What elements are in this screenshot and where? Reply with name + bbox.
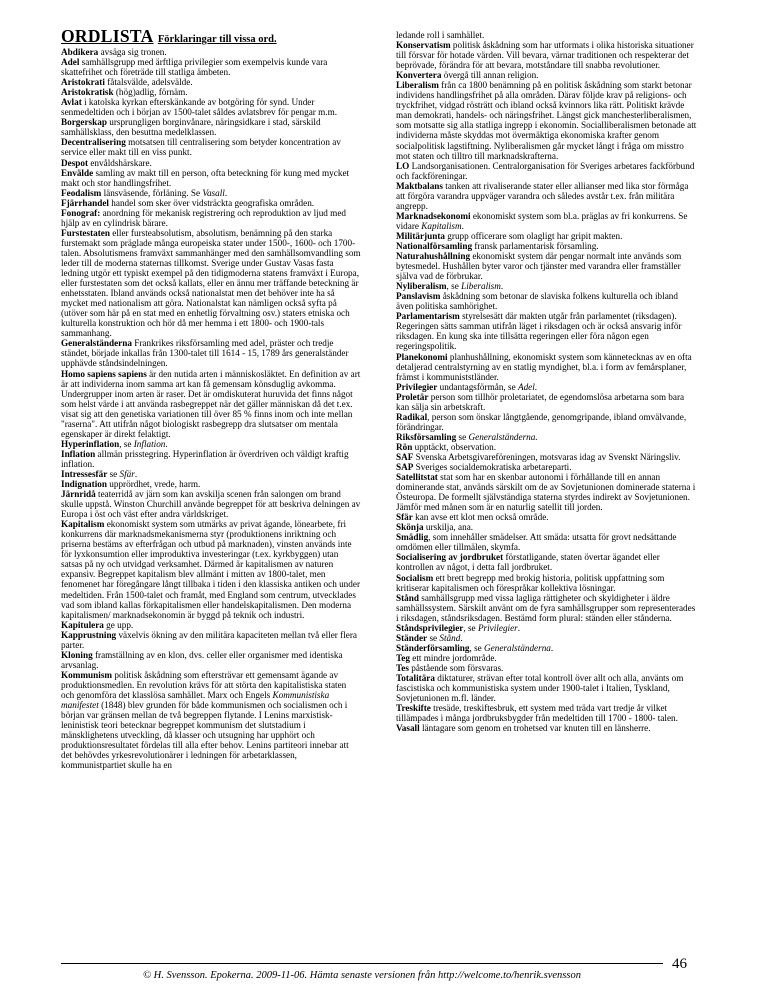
glossary-term: Kapprustning <box>61 629 117 640</box>
glossary-reference: Stånd <box>439 632 461 643</box>
glossary-entry <box>396 623 697 633</box>
glossary-entry <box>396 352 697 382</box>
glossary-definition: , se <box>119 438 134 449</box>
glossary-entry <box>396 512 697 522</box>
glossary-entry <box>396 552 697 572</box>
glossary-reference: Generalständerna <box>484 642 551 653</box>
glossary-entry <box>61 630 361 650</box>
glossary-reference: Liberalism <box>461 281 501 292</box>
glossary-definition: se <box>456 431 469 442</box>
glossary-definition: samling av makt till en person, ofta beteckning för kung med mycket makt och stor handlingsfrihet. <box>61 167 350 188</box>
glossary-reference: Sfär <box>119 468 135 479</box>
glossary-definition: samhällsgrupp med ärftliga privilegier som exempelvis kunde vara skattefrihet och företräde till statliga ämbeten. <box>61 57 328 78</box>
glossary-trailing: . <box>534 381 538 392</box>
glossary-definition: , se <box>463 622 478 633</box>
glossary-entry <box>396 643 697 653</box>
glossary-term: Despot <box>61 157 89 168</box>
glossary-term: Furstestaten <box>61 227 110 238</box>
glossary-reference: Privilegier <box>477 622 518 633</box>
glossary-definition: förstatligande, staten övertar ägandet eller kontrollen av något, i detta fall jordbruket. <box>396 552 660 573</box>
left-column <box>61 26 361 771</box>
glossary-term: Järnridå <box>61 489 96 500</box>
glossary-definition: i katolska kyrkan efterskänkande av botgöring för synd. Under senmedeltiden och i början av 1500-talet såldes avlatsbrev för pengar m.m. <box>61 97 338 118</box>
footer-divider <box>61 963 663 964</box>
glossary-term: Konvertera <box>396 70 442 81</box>
glossary-term: Konservatism <box>396 40 451 51</box>
glossary-term: Rön <box>396 441 413 452</box>
glossary-term: Homo sapiens sapiens <box>61 368 147 379</box>
glossary-reference: Kommunistiska manifestet <box>61 690 330 711</box>
glossary-entry <box>396 663 697 673</box>
glossary-term: Aristokratisk <box>61 87 114 98</box>
glossary-entry <box>396 70 697 80</box>
glossary-entry <box>396 532 697 552</box>
glossary-trailing: . <box>134 468 138 479</box>
glossary-definition: handel som sker över vidsträckta geografiska områden. <box>108 197 315 208</box>
page-title: ORDLISTA <box>61 26 154 46</box>
glossary-definition: politisk åskådning som har utformats i olika historiska situationer till försvar för hotade värden. Vill bevara, värnar traditionen och respekterar det beprövade, förändra för att bevara, motståndare till snabba revolutioner. <box>396 40 694 71</box>
glossary-term: Socialisering av jordbruket <box>396 552 504 563</box>
glossary-definition: upptäckt, observation. <box>412 441 497 452</box>
glossary-entry <box>61 338 361 368</box>
glossary-term: Intressesfär <box>61 468 108 479</box>
glossary-definition: eller fursteabsolutism, absolutism, benämning på den starka furstemakt som präglade många europeiska stater under 1500-, 1600- och 1700-talen. Absolutismens framväxt sammanhänger med den samhällsomvandling som leder till de moderna staternas tillkomst. Sverige under Gustav Vasas fasta ledning utgör ett typiskt exempel på den tidigmoderna statens framväxt i Europa, eller furstestaten som det också kallats, eller en ännu mer träffande beteckning är enhetsstaten. Ibland används också nationalstat men det behöver inte ha så mycket med nationalism att göra. Nationalstat kan nämligen också syfta på (utöver som här på en stat med en enhetlig förvaltning osv.) staters etniska och kulturella konstruktion och hör då mer hemma i ett 1800- och 1900-tals sammanhang. <box>61 227 361 339</box>
glossary-trailing: . <box>165 438 168 449</box>
glossary-entry <box>396 432 697 442</box>
glossary-definition: samhällsgrupp med vissa lagliga rättigheter och skyldigheter i äldre samhällssystem. Särskilt använt om de fyra samhällsgrupper som representerades i riksdagen, ståndsriksdagen. Bestämd form plural: ständen eller stånderna. <box>396 592 696 623</box>
glossary-entry <box>396 392 697 412</box>
glossary-definition: ge upp. <box>103 619 134 630</box>
glossary-definition: politisk åskådning som eftersträvar ett gemensamt ägande av produktionsmedlen. En revolution krävs för att störta den kapitalistiska staten och genomföra det klasslösa samhället. Marx och Engels <box>61 669 347 700</box>
glossary-entry <box>61 650 361 670</box>
glossary-definition: tresäde, treskiftesbruk, ett system med träda vart tredje år vilket tillämpades i många jordbruksbygder från medeltiden till 1700 - 1800- talen. <box>396 703 678 724</box>
glossary-term: LO <box>396 160 410 171</box>
glossary-definition: Sveriges socialdemokratiska arbetareparti. <box>413 462 572 473</box>
glossary-term: Envälde <box>61 167 94 178</box>
glossary-entry <box>396 181 697 211</box>
glossary-term: Sfär <box>396 512 413 523</box>
glossary-entry <box>61 47 361 57</box>
glossary-term: Panslavism <box>396 291 441 302</box>
glossary-definition: se <box>427 632 440 643</box>
glossary-term: Avlat <box>61 97 82 108</box>
glossary-entry <box>396 311 697 351</box>
glossary-entry <box>61 449 361 469</box>
glossary-term: Ständer <box>396 632 428 643</box>
glossary-entry <box>61 198 361 208</box>
glossary-entry <box>396 231 697 241</box>
glossary-definition: anordning för mekanisk registrering och reproduktion av ljud med hjälp av en cylindrisk bärare. <box>61 207 346 228</box>
glossary-definition: Landsorganisationen. Centralorganisation för Sveriges arbetares fackförbund och fackföreningar. <box>396 160 695 181</box>
glossary-term: Hyperinflation <box>61 438 120 449</box>
glossary-term: Abdikera <box>61 47 99 57</box>
glossary-definition: urskilja, ana. <box>423 522 474 533</box>
glossary-entry <box>396 673 697 703</box>
glossary-reference: Vasall <box>202 187 225 198</box>
glossary-entry <box>396 703 697 723</box>
glossary-term: Privilegier <box>396 381 438 392</box>
glossary-term: Fonograf: <box>61 207 101 218</box>
glossary-definition: motsatsen till centralisering som betyder koncentration av service eller makt till en viss punkt. <box>61 137 341 158</box>
glossary-entry <box>396 573 697 593</box>
glossary-term: Maktbalans <box>396 180 443 191</box>
glossary-reference: Adel <box>517 381 535 392</box>
glossary-definition: läntagare som genom en trohetsed var knuten till en länsherre. <box>419 723 651 734</box>
glossary-definition: planhushållning, ekonomiskt system som kännetecknas av en ofta detaljerad centralstyrning av en statlig myndighet, bl.a. i form av femårsplaner, främst i kommuniststländer. <box>396 351 692 382</box>
glossary-trailing: . <box>517 622 521 633</box>
glossary-definition: ett mindre jordområde. <box>409 652 497 663</box>
glossary-term: Kapitalism <box>61 519 105 530</box>
glossary-entry <box>396 382 697 392</box>
glossary-definition: person som tillhör proletariatet, de egendomslösa arbetarna som bara kan sälja sin arbetskraft. <box>396 391 685 412</box>
glossary-entry <box>61 137 361 157</box>
glossary-definition: påstående som försvaras. <box>408 662 504 673</box>
glossary-entry <box>396 40 697 70</box>
glossary-definition: , se <box>469 642 485 653</box>
glossary-entry <box>396 452 697 462</box>
glossary-entry <box>61 519 361 619</box>
glossary-term: Decentralisering <box>61 137 126 148</box>
glossary-term: Adel <box>61 57 80 68</box>
glossary-term: Planekonomi <box>396 351 448 362</box>
glossary-term: Parlamentarism <box>396 311 460 322</box>
glossary-entry <box>396 241 697 251</box>
glossary-entry <box>396 723 697 733</box>
glossary-list-left <box>61 47 361 770</box>
glossary-definition: från ca 1800 benämning på en politisk åskådning som starkt betonar individens handlingsfrihet på alla områden. Därav följde krav på religions- och tryckfrihet, vidgad rösträtt och ibland också kvinnors lika rätt. Politiskt krävde man demokrati, handels- och näringsfrihet. Längst gick manchesterliberalismen, som motsatte sig alla statliga ingrepp i ekonomin. Socialliberalismen betonade att individerna måste skyddas mot övermäktiga ekonomiska krafter genom socialpolitisk lagstiftning. Nyliberalismen går mycket långt i fråga om misstro mot staten och tilltro till marknadskrafterna. <box>396 80 697 161</box>
glossary-term: Kommunism <box>61 669 113 680</box>
glossary-definition: ett brett begrepp med brokig historia, politisk uppfattning som kritiserar kapitalismen och förespråkar kollektiva lösningar. <box>396 572 665 593</box>
glossary-entry <box>61 158 361 168</box>
glossary-definition: ekonomiskt system som utmärks av privat ägande, lönearbete, fri konkurrens där marknadsmekanismerna styr (produktionens inriktning och priserna bestäms av efterfrågan och utbud på marknaden), vinsten används inte för lyxkonsumtion eller improduktiva investeringar (t.ex. kyrkbyggen) utan satsas på ny och utvidgad verksamhet. Därmed är kapitalismen av naturen expansiv. Begreppet kapitalism blev allmänt i mitten av 1800-talet, men fenomenet har föregångare långt tillbaka i tiden i den klassiska antiken och under medeltiden. Från 1500-talet och framåt, med England som centrum, utvecklades vad som ibland kallas förkapitalismen eller handelskapitalismen. Den moderna kapitalismen/ marknadsekonomin är byggd på teknik och industri. <box>61 519 360 620</box>
glossary-entry <box>61 439 361 449</box>
glossary-entry <box>61 670 361 770</box>
glossary-entry <box>396 462 697 472</box>
glossary-entry <box>61 469 361 479</box>
glossary-definition: ekonomiskt system som bl.a. präglas av fri konkurrens. Se vidare <box>396 210 688 231</box>
glossary-term: Nationalförsamling <box>396 240 473 251</box>
glossary-definition: , se <box>446 281 462 292</box>
glossary-term: SAP <box>396 462 414 473</box>
glossary-term: Treskifte <box>396 703 431 714</box>
glossary-term: Fjärrhandel <box>61 197 109 208</box>
glossary-term: Indignation <box>61 479 107 490</box>
glossary-term: Skönja <box>396 522 424 533</box>
glossary-reference: Inflation <box>133 438 166 449</box>
glossary-entry <box>61 479 361 489</box>
right-column <box>396 30 697 733</box>
glossary-trailing: . <box>461 220 464 231</box>
glossary-entry <box>61 168 361 188</box>
glossary-definition: tanken att rivaliserande stater eller allianser med lika stor förmåga att förgöra varandra uppväger varandra och således avstår t.ex. från militära angrepp. <box>396 180 689 211</box>
glossary-entry <box>61 228 361 339</box>
glossary-definition: fransk parlamentarisk församling. <box>472 240 599 251</box>
glossary-term: Inflation <box>61 448 96 459</box>
glossary-definition: framställning av en klon, dvs. celler eller organismer med identiska arvsanlag. <box>61 649 343 670</box>
glossary-term: Kloning <box>61 649 93 660</box>
glossary-term: Naturahushållning <box>396 251 471 262</box>
glossary-term: Vasall <box>396 723 420 734</box>
glossary-entry <box>396 251 697 281</box>
glossary-entry <box>61 620 361 630</box>
glossary-term: Aristokrati <box>61 77 105 88</box>
glossary-term: Socialism <box>396 572 434 583</box>
glossary-entry <box>396 412 697 432</box>
glossary-term: Liberalism <box>396 80 439 91</box>
glossary-definition: undantagsförmån, se <box>437 381 518 392</box>
glossary-entry <box>396 633 697 643</box>
glossary-entry <box>396 472 697 512</box>
footer-copyright: © H. Svensson. Epokerna. 2009-11-06. Hämta senaste versionen från http://welcome.to/henrik.svensson <box>143 970 581 981</box>
glossary-term: Nyliberalism <box>396 281 447 292</box>
glossary-trailing: . <box>550 642 554 653</box>
glossary-term: Satellitstat <box>396 472 438 483</box>
glossary-definition: se <box>107 468 120 479</box>
glossary-definition: övergå till annan religion. <box>441 70 539 81</box>
glossary-list-right <box>396 30 697 733</box>
glossary-term: SAF <box>396 451 414 462</box>
glossary-entry <box>61 97 361 117</box>
glossary-entry <box>61 188 361 198</box>
glossary-reference: Generalständerna. <box>468 431 538 442</box>
glossary-definition: Svenska Arbetsgivareföreningen, motsvaras idag av Svenskt Näringsliv. <box>413 451 681 462</box>
glossary-entry <box>61 369 361 439</box>
glossary-definition: ursprungligen borginvånare, näringsidkare i stad, särskild samhällsklass, den besuttna medelklassen. <box>61 117 321 138</box>
glossary-trailing: . <box>224 187 228 198</box>
glossary-definition: länsväsende, förläning. Se <box>101 187 203 198</box>
glossary-entry <box>396 291 697 311</box>
glossary-term: Borgerskap <box>61 117 107 128</box>
glossary-term: Teg <box>396 652 410 663</box>
glossary-term: Militärjunta <box>396 230 445 241</box>
glossary-definition: växelvis ökning av den militära kapaciteten mellan två eller flera parter. <box>61 629 357 650</box>
glossary-definition: stat som har en skenbar autonomi i förhållande till en annan dominerande stat, används särskilt om de av Sovjetunionen dominerade staterna i Östeuropa. De formellt självständiga staterna styrdes indirekt av Sovjetunionen. Jämför med månen som är en naturlig satellit till jorden. <box>396 472 696 513</box>
glossary-definition: Frankrikes riksförsamling med adel, präster och tredje ständet, började inkallas från 1300-talet till 1614 - 15, 1789 års generalständer upphävde ståndsindelningen. <box>61 338 349 369</box>
glossary-term: Smädlig <box>396 532 429 543</box>
glossary-definition: (hög)adlig, förnäm. <box>113 87 188 98</box>
glossary-reference: Kapitalism <box>421 220 462 231</box>
glossary-entry <box>61 208 361 228</box>
glossary-term: Feodalism <box>61 187 102 198</box>
glossary-term: Riksförsamling <box>396 431 457 442</box>
glossary-entry <box>61 57 361 77</box>
glossary-entry <box>396 653 697 663</box>
glossary-entry <box>396 593 697 623</box>
glossary-definition: , person som önskar långtgående, genomgripande, ibland omvälvande, förändringar. <box>396 411 687 432</box>
glossary-definition: ledande roll i samhället. <box>396 30 485 40</box>
glossary-definition: kan avse ett klot men också område. <box>412 512 549 523</box>
glossary-term: Kapitulera <box>61 619 104 630</box>
glossary-term: Ståndsprivilegier <box>396 622 464 633</box>
glossary-term: Radikal <box>396 411 428 422</box>
glossary-term: Generalständerna <box>61 338 132 349</box>
glossary-definition: styrelsesätt där makten utgår från parlamentet (riksdagen). Regeringen sätts samman utifrån läget i riksdagen och är också ansvarig inför riksdagen. En kung ska inte tillsätta regeringen eller föra någon egen regeringspolitik. <box>396 311 682 352</box>
glossary-entry <box>396 281 697 291</box>
glossary-definition: grupp officerare som olagligt har gripit makten. <box>445 230 623 241</box>
page-number: 46 <box>672 956 687 972</box>
glossary-term: Ständerförsamling <box>396 642 470 653</box>
page-subtitle: Förklaringar till vissa ord. <box>157 34 277 45</box>
glossary-entry <box>396 30 697 40</box>
glossary-definition: ekonomiskt system där pengar normalt inte används som bytesmedel. Hushållen byter varor och tjänster med varandra eller framställer själva vad de förbrukar. <box>396 251 682 282</box>
glossary-definition: teaterridå av järn som kan avskilja scenen från salongen om brand skulle uppstå. Winston Churchill använde begreppet för att beskriva delningen av Europa i öst och väst efter andra världskriget. <box>61 489 361 520</box>
glossary-definition: avsäga sig tronen. <box>98 47 167 57</box>
glossary-trailing: (1848) blev grunden för både kommunismen och socialismen och i början var gränsen mellan de två begreppen flytande. I Lenins marxistisk-leninistisk teori betecknar begreppet kommunism det slutstadium i mänsklighetens utveckling, då klasser och utsugning har upphört och produktionsresultatet fördelas till alla efter behov. Lenins partiteori innebar att det behövdes yrkesrevolutionärer i ledningen för arbetarklassen, kommunistpartiet skulle ha en <box>61 700 349 771</box>
glossary-definition: fåtalsvälde, adelsvälde. <box>104 77 193 88</box>
glossary-term: Tes <box>396 662 409 673</box>
glossary-trailing: . <box>500 281 504 292</box>
glossary-definition: åskådning som betonar de slaviska folkens kulturella och ibland även politiska samhörighet. <box>396 291 678 312</box>
glossary-entry <box>61 77 361 87</box>
glossary-trailing: . <box>460 632 463 643</box>
glossary-entry <box>396 522 697 532</box>
glossary-entry <box>396 161 697 181</box>
glossary-definition: upprördhet, vrede, harm. <box>106 479 201 490</box>
glossary-entry <box>61 489 361 519</box>
glossary-definition: är den nutida arten i människosläktet. En definition av art är att individerna inom samma art kan få gemensam könsduglig avkomma. Undergrupper inom arten är raser. Det är omdiskuterat huruvida det finns något som helst värde i att använda rasbegreppet när det gäller människan då det t.ex. visat sig att den genetiska variationen till över 85 % finns inom och inte mellan "raserna". Att utifrån något biologiskt rasbegrepp dra slutsatser om mentala egenskaper är direkt felaktigt. <box>61 368 361 439</box>
glossary-definition: , som innehåller smädelser. Att smäda: utsatta för grovt nedsättande omdömen eller tillmälen, skymfa. <box>396 532 677 553</box>
glossary-entry <box>396 442 697 452</box>
glossary-entry <box>396 211 697 231</box>
glossary-definition: allmän prisstegring. Hyperinflation är överdriven och väldigt kraftig inflation. <box>61 448 349 469</box>
glossary-term: Proletär <box>396 391 429 402</box>
glossary-entry <box>61 117 361 137</box>
glossary-term: Marknadsekonomi <box>396 210 471 221</box>
heading <box>61 26 361 46</box>
glossary-entry <box>61 87 361 97</box>
glossary-entry <box>396 80 697 160</box>
glossary-term: Totalitära <box>396 673 435 683</box>
glossary-term: Stånd <box>396 592 419 603</box>
glossary-definition: diktaturer, strävan efter total kontroll över allt och alla, använts om fascistiska och kommunistiska system under 1900-talet i Italien, Tyskland, Sovjetunionen m.fl. länder. <box>396 673 684 704</box>
glossary-definition: envåldshärskare. <box>88 157 152 168</box>
